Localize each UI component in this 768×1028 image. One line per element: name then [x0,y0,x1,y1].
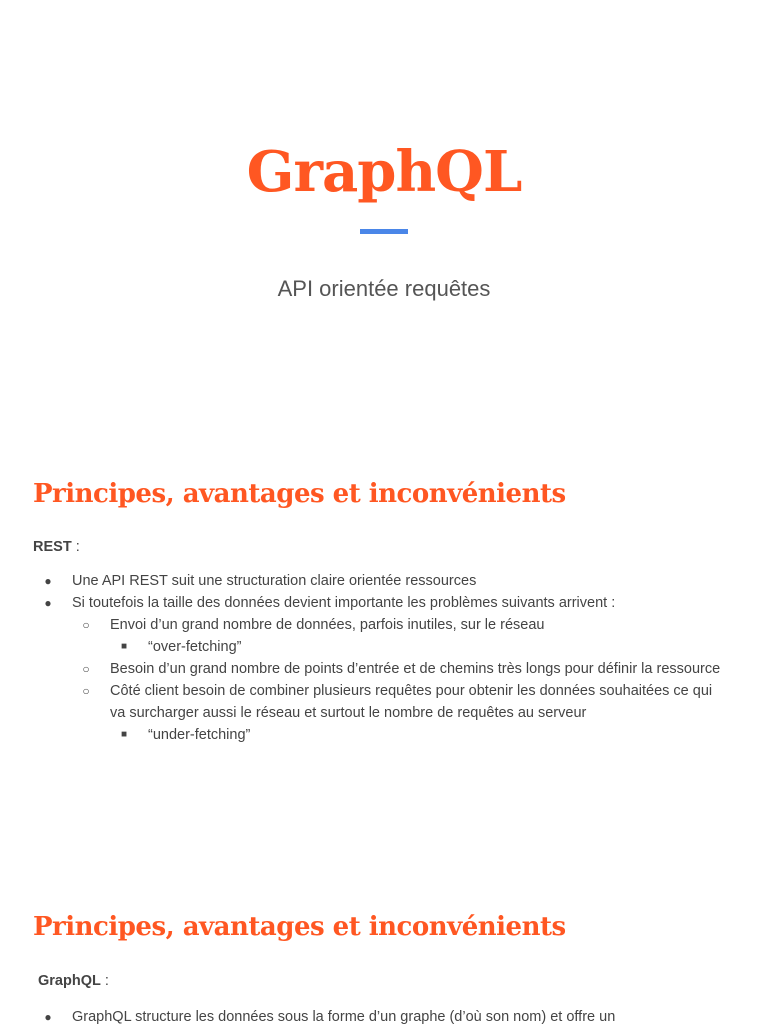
list-item [0,724,768,746]
graphql-list [0,1006,768,1028]
list-item [0,592,768,614]
bullet-disc-icon: ● [44,1010,52,1024]
bullet-disc-icon: ● [44,574,52,588]
bullet-square-icon: ■ [120,641,128,652]
section-heading-graphql: Principes, avantages et inconvénients [33,912,566,942]
list-item-text: “under-fetching” [148,727,251,743]
bullet-circle-icon: ○ [82,618,90,632]
list-item-text: GraphQL structure les données sous la forme d’un graphe (d’où son nom) et offre un [72,1009,616,1025]
graphql-label-text: GraphQL [38,973,101,989]
list-item [0,680,768,724]
section-heading-rest: Principes, avantages et inconvénients [33,479,566,509]
page-subtitle: API orientée requêtes [277,276,491,301]
list-item-text: Côté client besoin de combiner plusieurs requêtes pour obtenir les données souhaitées ce qui va surcharger aussi le réseau et surtout le nombre de requêtes au serveur [110,683,713,721]
bullet-disc-icon: ● [44,596,52,610]
page-title: GraphQL [246,139,522,205]
graphql-label-colon: : [100,973,109,989]
list-item-text: Envoi d’un grand nombre de données, parfois inutiles, sur le réseau [110,617,545,633]
list-item [0,614,768,636]
list-item-text: “over-fetching” [148,639,242,655]
bullet-circle-icon: ○ [82,684,90,698]
bullet-square-icon: ■ [120,729,128,740]
list-item [0,658,768,680]
bullet-circle-icon: ○ [82,662,90,676]
list-item [0,636,768,658]
list-item-text: Besoin d’un grand nombre de points d’entrée et de chemins très longs pour définir la ressource [110,661,721,677]
title-underline [360,229,408,234]
list-item [0,570,768,592]
list-item-text: Si toutefois la taille des données devient importante les problèmes suivants arrivent : [72,595,616,611]
rest-list [0,570,768,746]
rest-label-text: REST [33,539,72,555]
list-item [0,1006,768,1028]
rest-label [33,537,80,557]
rest-label-colon: : [71,539,80,555]
graphql-label [38,971,109,991]
list-item-text: Une API REST suit une structuration claire orientée ressources [72,573,477,589]
